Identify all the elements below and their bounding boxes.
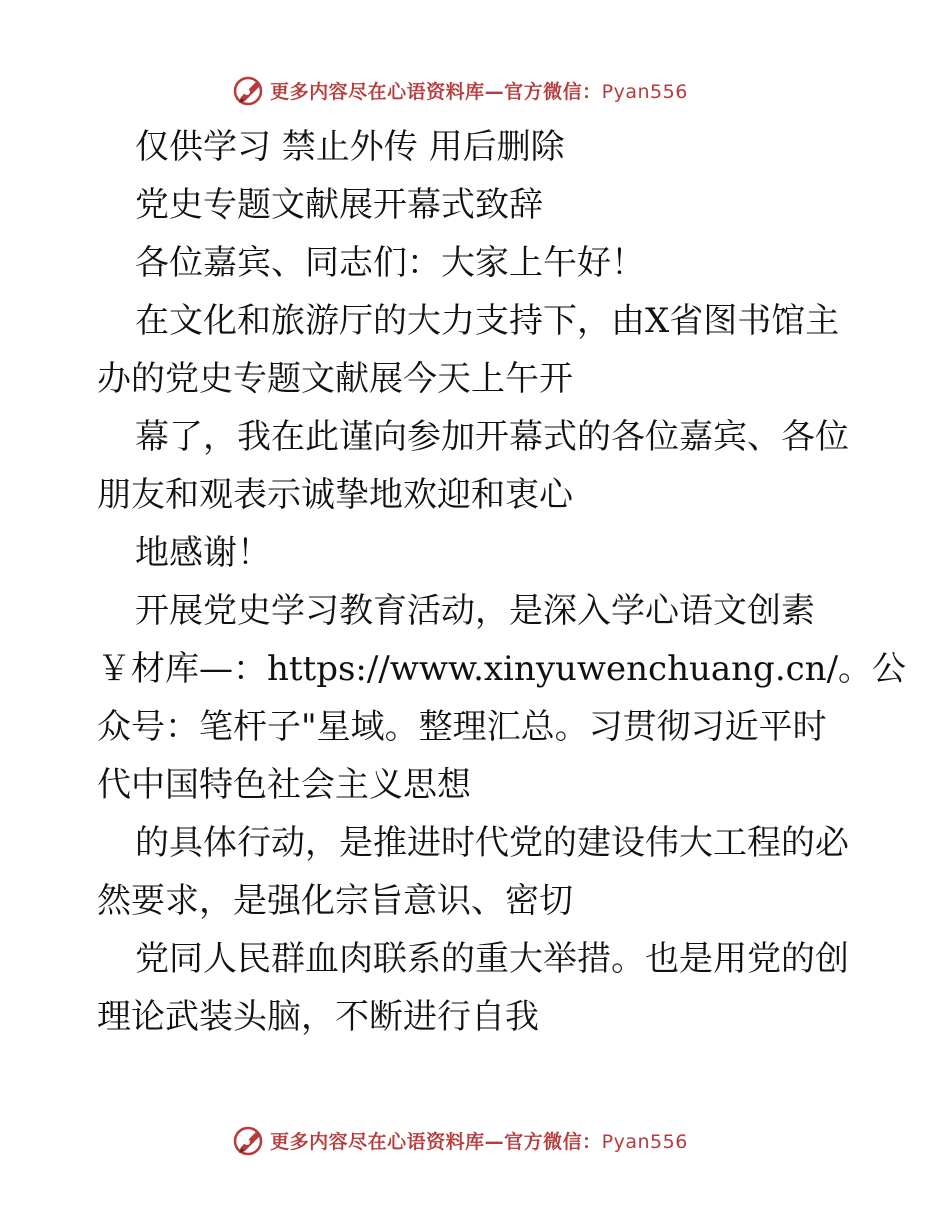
text-line: 朋友和观表示诚挚地欢迎和衷心 — [97, 475, 573, 515]
text-line: 代中国特色社会主义思想 — [97, 765, 471, 805]
footer-watermark-banner — [0, 1120, 950, 1160]
document-body — [97, 118, 907, 1046]
banner-text: 更多内容尽在心语资料库—官方微信：Pyan556 — [270, 80, 688, 103]
text-line: 幕了，我在此谨向参加开幕式的各位嘉宾、各位 — [135, 417, 849, 457]
text-line: ￥材库—：https://www.xinyuwenchuang.cn/。公 — [97, 649, 907, 689]
pen-logo-icon — [232, 73, 266, 107]
banner-text: 更多内容尽在心语资料库—官方微信：Pyan556 — [270, 1130, 688, 1153]
text-line: 仅供学习 禁止外传 用后删除 — [135, 127, 565, 167]
text-line: 地感谢！ — [135, 533, 271, 573]
text-line: 各位嘉宾、同志们：大家上午好！ — [135, 243, 645, 283]
text-line: 党史专题文献展开幕式致辞 — [135, 185, 543, 225]
text-line: 党同人民群血肉联系的重大举措。也是用党的创 — [135, 939, 849, 979]
text-line: 理论武装头脑，不断进行自我 — [97, 997, 539, 1037]
pen-logo-icon — [232, 1123, 266, 1157]
text-line: 在文化和旅游厅的大力支持下，由X省图书馆主 — [135, 301, 840, 341]
text-line: 办的党史专题文献展今天上午开 — [97, 359, 573, 399]
text-line: 然要求，是强化宗旨意识、密切 — [97, 881, 573, 921]
text-line: 开展党史学习教育活动，是深入学心语文创素 — [135, 591, 815, 631]
text-line: 的具体行动，是推进时代党的建设伟大工程的必 — [135, 823, 849, 863]
text-line: 众号：笔杆子"星域。整理汇总。习贯彻习近平时 — [97, 707, 827, 747]
header-watermark-banner — [0, 70, 950, 110]
